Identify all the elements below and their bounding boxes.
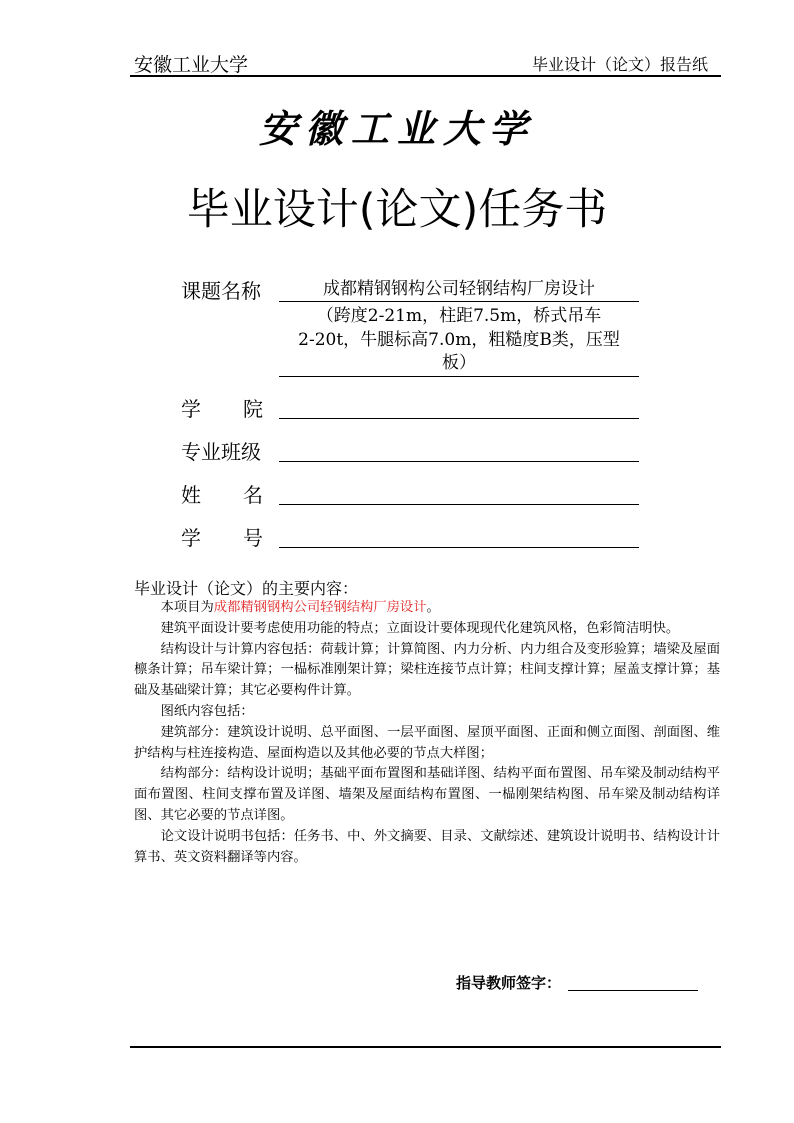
- content-paragraph-2: 建筑平面设计要考虑使用功能的特点；立面设计要体现现代化建筑风格，色彩简洁明快。: [160, 620, 680, 636]
- supervisor-signature-field[interactable]: [568, 972, 698, 989]
- content-paragraph-1: 本项目为成都精钢钢构公司轻钢结构厂房设计。: [160, 600, 440, 615]
- main-content-heading: 毕业设计（论文）的主要内容：: [134, 579, 359, 598]
- name-label: 姓名: [181, 483, 305, 507]
- topic-line-3: 2-20t，牛腿标高7.0m，粗糙度B类，压型: [298, 330, 620, 350]
- content-paragraph-3: 结构设计与计算内容包括：荷载计算；计算简图、内力分析、内力组合及变形验算；墙梁及屋面檩条计算；吊车梁计算；一榀标准刚架计算；梁柱连接节点计算；柱间支撑计算；屋盖支撑计算；基础及基础梁计算；其它必要构件计算。: [134, 641, 720, 699]
- name-field[interactable]: [279, 484, 639, 502]
- class-label: 专业班级: [181, 440, 261, 464]
- topic-line-2: （跨度2-21m，柱距7.5m，桥式吊车: [316, 306, 602, 326]
- college-field[interactable]: [279, 398, 639, 416]
- topic-underline-2: [279, 376, 639, 377]
- supervisor-signature-label: 指导教师签字：: [456, 974, 562, 992]
- header-divider: [130, 75, 721, 77]
- college-label: 学院: [181, 397, 305, 421]
- topic-line-1: 成都精钢钢构公司轻钢结构厂房设计: [323, 279, 595, 299]
- content-paragraph-7: 论文设计说明书包括：任务书、中、外文摘要、目录、文献综述、建筑设计说明书、结构设计计算书、英文资料翻译等内容。: [134, 828, 720, 865]
- class-field[interactable]: [279, 441, 639, 459]
- student-id-field[interactable]: [279, 527, 639, 545]
- main-content-body: [134, 598, 720, 868]
- university-logo-text: 安徽工业大学: [258, 106, 535, 151]
- project-name-highlight: 成都精钢钢构公司轻钢结构厂房设计: [213, 600, 427, 615]
- content-paragraph-5: 建筑部分：建筑设计说明、总平面图、一层平面图、屋顶平面图、正面和侧立面图、剖面图、维护结构与柱连接构造、屋面构造以及其他必要的节点大样图；: [134, 724, 720, 761]
- topic-line-4: 板）: [442, 353, 476, 373]
- college-underline: [279, 418, 639, 419]
- footer-divider: [130, 1046, 721, 1048]
- class-underline: [279, 461, 639, 462]
- topic-underline-1: [279, 301, 639, 302]
- student-id-label: 学号: [181, 526, 305, 550]
- name-underline: [279, 504, 639, 505]
- topic-label: 课题名称: [181, 279, 261, 303]
- student-id-underline: [279, 547, 639, 548]
- document-title: 毕业设计(论文)任务书: [186, 185, 608, 235]
- signature-underline: [568, 990, 698, 991]
- header-paper-type: 毕业设计（论文）报告纸: [531, 55, 708, 74]
- content-paragraph-4: 图纸内容包括：: [160, 703, 254, 719]
- header-university: 安徽工业大学: [134, 54, 249, 76]
- content-paragraph-6: 结构部分：结构设计说明；基础平面布置图和基础详图、结构平面布置图、吊车梁及制动结构平面布置图、柱间支撑布置及详图、墙架及屋面结构布置图、一榀刚架结构图、吊车梁及制动结构详图、其它必要的节点详图。: [134, 766, 720, 823]
